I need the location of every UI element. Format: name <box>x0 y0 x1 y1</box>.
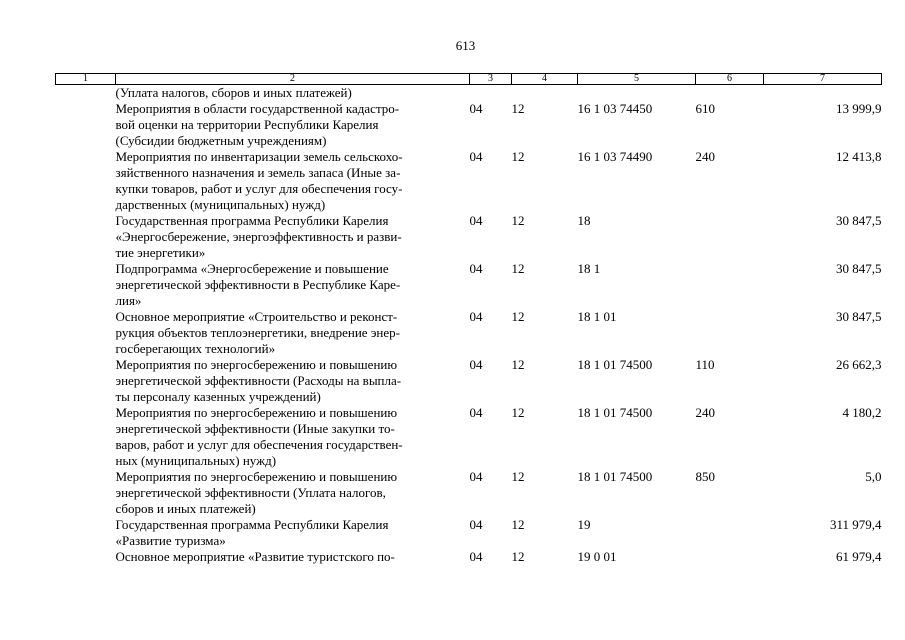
name-line: зяйственного назначения и земель запаса (Иные за- <box>115 165 401 180</box>
cell-expense-type: 110 <box>695 357 715 372</box>
cell-name <box>116 517 470 549</box>
name-line: энергетической эффективности в Республике Каре- <box>115 277 401 292</box>
table-row <box>56 309 882 357</box>
cell-subsection: 12 <box>511 405 525 420</box>
cell-subsection: 12 <box>511 309 525 324</box>
name-line: Подпрограмма «Энергосбережение и повышение <box>115 261 389 276</box>
cell-col1 <box>56 405 116 469</box>
name-line: Государственная программа Республики Карелия <box>115 517 389 532</box>
name-line: «Энергосбережение, энергоэффективность и разви- <box>115 229 402 244</box>
cell-subsection: 12 <box>511 357 525 372</box>
cell-amount: 4 180,2 <box>842 405 882 420</box>
cell-name <box>116 357 470 405</box>
cell-subsection: 12 <box>511 549 525 564</box>
cell-col1 <box>56 213 116 261</box>
table-row <box>56 149 882 213</box>
cell-name <box>116 549 470 565</box>
name-line: госберегающих технологий» <box>115 341 276 356</box>
cell-expense-type: 240 <box>695 405 715 420</box>
name-line: дарственных (муниципальных) нужд) <box>115 197 326 212</box>
cell-target-article: 18 1 01 74500 <box>577 357 653 372</box>
name-line: Мероприятия по инвентаризации земель сельскохо- <box>115 149 403 164</box>
cell-section: 04 <box>469 469 483 484</box>
table-row <box>56 357 882 405</box>
name-line: Мероприятия по энергосбережению и повышению <box>115 405 398 420</box>
cell-name <box>116 101 470 149</box>
name-line: энергетической эффективности (Иные закупки то- <box>115 421 395 436</box>
cell-col1 <box>56 549 116 565</box>
cell-col1 <box>56 149 116 213</box>
cell-section: 04 <box>469 309 483 324</box>
cell-subsection: 12 <box>511 213 525 228</box>
cell-section: 04 <box>469 149 483 164</box>
table-row <box>56 101 882 149</box>
name-line: вой оценки на территории Республики Карелия <box>115 117 379 132</box>
table-body <box>56 85 882 566</box>
name-line: энергетической эффективности (Расходы на выпла- <box>115 373 402 388</box>
name-line: (Уплата налогов, сборов и иных платежей) <box>115 85 352 100</box>
cell-amount: 30 847,5 <box>836 213 882 228</box>
cell-expense-type: 610 <box>695 101 715 116</box>
name-line: тие энергетики» <box>115 245 206 260</box>
cell-col1 <box>56 357 116 405</box>
table-row <box>56 549 882 565</box>
column-number-header <box>56 74 882 85</box>
cell-amount: 5,0 <box>865 469 882 484</box>
cell-section: 04 <box>469 549 483 564</box>
cell-section: 04 <box>469 357 483 372</box>
cell-target-article: 18 1 <box>577 261 601 276</box>
name-line: лия» <box>115 293 142 308</box>
cell-section <box>470 85 512 102</box>
column-header-7: 7 <box>764 74 882 85</box>
cell-section: 04 <box>469 405 483 420</box>
cell-target-article: 19 0 01 <box>577 549 617 564</box>
cell-target-article: 18 <box>577 213 591 228</box>
cell-amount: 311 979,4 <box>829 517 882 532</box>
cell-amount: 12 413,8 <box>836 149 882 164</box>
cell-expense-type <box>696 517 764 549</box>
column-header-3: 3 <box>470 74 512 85</box>
cell-expense-type <box>696 309 764 357</box>
name-line: Мероприятия по энергосбережению и повышению <box>115 469 398 484</box>
cell-amount: 26 662,3 <box>836 357 882 372</box>
column-header-4: 4 <box>512 74 578 85</box>
name-line: купки товаров, работ и услуг для обеспечения госу- <box>115 181 403 196</box>
cell-amount <box>764 85 882 102</box>
name-line: ты персоналу казенных учреждений) <box>115 389 321 404</box>
cell-target-article: 18 1 01 74500 <box>577 405 653 420</box>
name-line: Государственная программа Республики Карелия <box>115 213 389 228</box>
cell-target-article: 16 1 03 74490 <box>577 149 653 164</box>
cell-expense-type <box>696 549 764 565</box>
cell-expense-type <box>696 85 764 102</box>
name-line: Основное мероприятие «Строительство и реконст- <box>115 309 398 324</box>
cell-expense-type: 850 <box>695 469 715 484</box>
cell-amount: 30 847,5 <box>836 261 882 276</box>
name-line: «Развитие туризма» <box>115 533 226 548</box>
table-row <box>56 261 882 309</box>
cell-section: 04 <box>469 213 483 228</box>
cell-name <box>116 405 470 469</box>
cell-section: 04 <box>469 101 483 116</box>
name-line: энергетической эффективности (Уплата налогов, <box>115 485 386 500</box>
cell-name <box>116 149 470 213</box>
table-row <box>56 213 882 261</box>
cell-expense-type <box>696 213 764 261</box>
column-header-6: 6 <box>696 74 764 85</box>
column-header-2: 2 <box>116 74 470 85</box>
cell-expense-type <box>696 261 764 309</box>
cell-target-article: 19 <box>577 517 591 532</box>
cell-section: 04 <box>469 261 483 276</box>
cell-col1 <box>56 101 116 149</box>
cell-col1 <box>56 517 116 549</box>
cell-name <box>116 85 470 102</box>
cell-amount: 13 999,9 <box>836 101 882 116</box>
name-line: рукция объектов теплоэнергетики, внедрение энер- <box>115 325 400 340</box>
page-number: 613 <box>455 38 476 53</box>
cell-name <box>116 261 470 309</box>
cell-target-article: 16 1 03 74450 <box>577 101 653 116</box>
cell-subsection: 12 <box>511 517 525 532</box>
cell-subsection: 12 <box>511 149 525 164</box>
cell-col1 <box>56 85 116 102</box>
name-line: (Субсидии бюджетным учреждениям) <box>115 133 327 148</box>
cell-name <box>116 469 470 517</box>
cell-subsection: 12 <box>511 101 525 116</box>
budget-table <box>55 73 882 565</box>
cell-col1 <box>56 469 116 517</box>
name-line: Мероприятия в области государственной кадастро- <box>115 101 400 116</box>
cell-name <box>116 213 470 261</box>
cell-target-article: 18 1 01 <box>577 309 617 324</box>
name-line: варов, работ и услуг для обеспечения государствен- <box>115 437 403 452</box>
cell-subsection: 12 <box>511 261 525 276</box>
name-line: сборов и иных платежей) <box>115 501 256 516</box>
cell-expense-type: 240 <box>695 149 715 164</box>
name-line: ных (муниципальных) нужд) <box>115 453 277 468</box>
column-header-5: 5 <box>578 74 696 85</box>
name-line: Мероприятия по энергосбережению и повышению <box>115 357 398 372</box>
cell-col1 <box>56 309 116 357</box>
cell-amount: 30 847,5 <box>836 309 882 324</box>
column-header-1: 1 <box>56 74 116 85</box>
cell-subsection <box>512 85 578 102</box>
cell-target-article: 18 1 01 74500 <box>577 469 653 484</box>
cell-name <box>116 309 470 357</box>
cell-target-article <box>578 85 696 102</box>
cell-amount: 61 979,4 <box>836 549 882 564</box>
table-row <box>56 405 882 469</box>
table-row <box>56 469 882 517</box>
table-row <box>56 517 882 549</box>
cell-col1 <box>56 261 116 309</box>
name-line: Основное мероприятие «Развитие туристского по- <box>115 549 395 564</box>
cell-subsection: 12 <box>511 469 525 484</box>
table-row <box>56 85 882 102</box>
cell-section: 04 <box>469 517 483 532</box>
